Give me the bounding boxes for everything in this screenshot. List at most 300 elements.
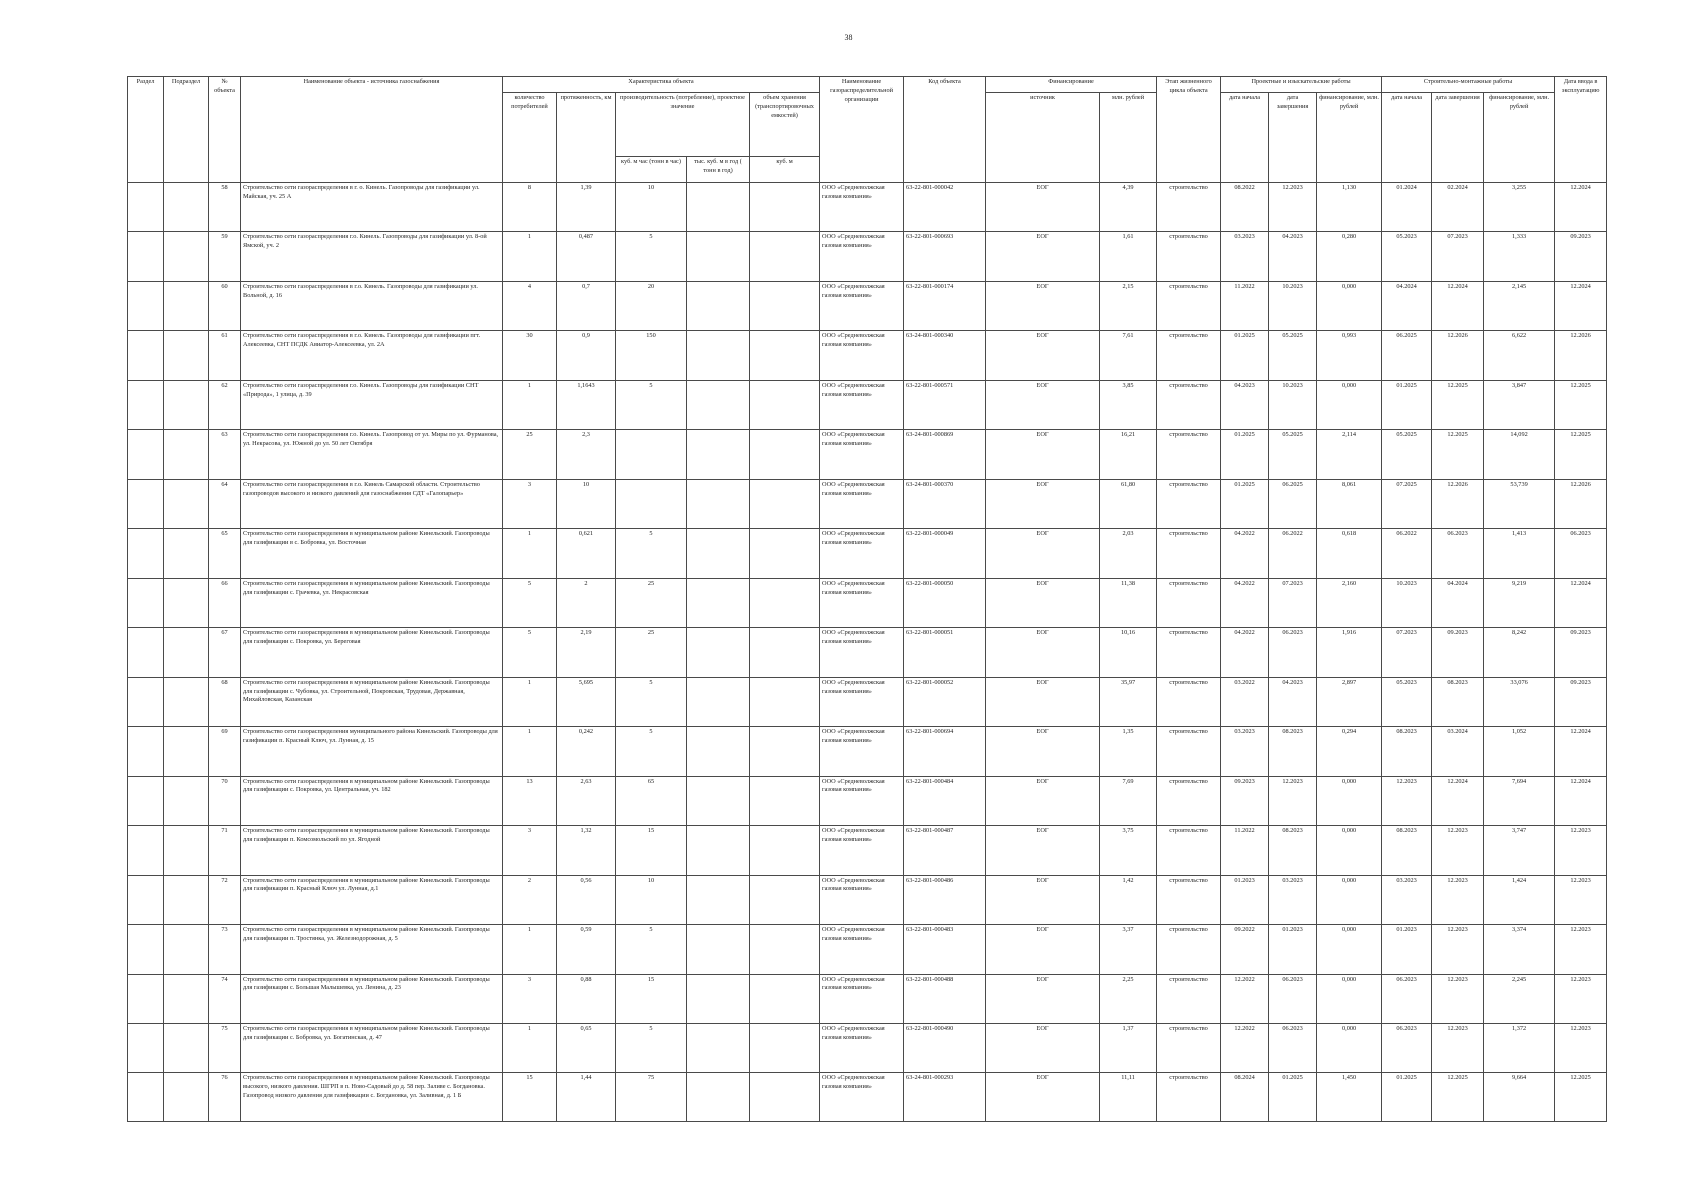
table-row (128, 974, 1607, 1023)
cell-length: 0,65 (557, 1023, 616, 1072)
cell-capacity-year (687, 380, 750, 429)
cell-fin-source: ЕОГ (986, 331, 1100, 380)
cell-capacity-year (687, 529, 750, 578)
cell-fin-source: ЕОГ (986, 628, 1100, 677)
cell-construction-start: 05.2025 (1382, 430, 1432, 479)
cell-capacity-hour: 5 (616, 380, 687, 429)
cell-fin-source: ЕОГ (986, 479, 1100, 528)
cell-razdel (128, 677, 164, 726)
cell-razdel (128, 430, 164, 479)
cell-construction-financing: 7,694 (1484, 776, 1555, 825)
cell-stage: строительство (1157, 578, 1221, 627)
cell-stage: строительство (1157, 727, 1221, 776)
cell-length: 2,63 (557, 776, 616, 825)
cell-commissioning: 12.2024 (1555, 578, 1607, 627)
col-construction-works: Строительно-монтажные работы (1382, 77, 1555, 93)
cell-fin-amount: 61,80 (1100, 479, 1157, 528)
cell-commissioning: 09.2023 (1555, 677, 1607, 726)
cell-design-financing: 2,114 (1317, 430, 1382, 479)
cell-object-name: Строительство сети газораспределения муниципального района Кинельский. Газопроводы для газификации п. Красный Ключ, ул. Лунная, д. 15 (241, 727, 503, 776)
cell-construction-financing: 3,747 (1484, 826, 1555, 875)
cell-length: 0,88 (557, 974, 616, 1023)
cell-construction-end: 06.2023 (1432, 529, 1484, 578)
cell-fin-source: ЕОГ (986, 925, 1100, 974)
cell-consumers: 2 (503, 875, 557, 924)
cell-capacity-hour: 15 (616, 974, 687, 1023)
cell-design-end: 10.2023 (1269, 281, 1317, 330)
cell-podrazdel (164, 479, 209, 528)
cell-storage (750, 232, 820, 281)
col-design-works: Проектные и изыскательские работы (1221, 77, 1382, 93)
cell-construction-end: 12.2024 (1432, 776, 1484, 825)
cell-design-financing: 0,993 (1317, 331, 1382, 380)
cell-length: 1,32 (557, 826, 616, 875)
cell-construction-start: 03.2023 (1382, 875, 1432, 924)
cell-fin-source: ЕОГ (986, 430, 1100, 479)
table-row (128, 925, 1607, 974)
cell-code: 63-22-801-000042 (904, 183, 986, 232)
cell-consumers: 13 (503, 776, 557, 825)
cell-design-start: 09.2023 (1221, 776, 1269, 825)
cell-design-start: 11.2022 (1221, 281, 1269, 330)
cell-razdel (128, 727, 164, 776)
cell-consumers: 30 (503, 331, 557, 380)
cell-object-number: 64 (209, 479, 241, 528)
cell-object-number: 72 (209, 875, 241, 924)
cell-org: ООО «Средневолжская газовая компания» (820, 1023, 904, 1072)
cell-design-financing: 0,000 (1317, 974, 1382, 1023)
cell-podrazdel (164, 875, 209, 924)
cell-code: 63-24-801-000869 (904, 430, 986, 479)
cell-fin-amount: 7,61 (1100, 331, 1157, 380)
cell-capacity-year (687, 430, 750, 479)
cell-code: 63-22-801-000490 (904, 1023, 986, 1072)
table-row (128, 1023, 1607, 1072)
cell-design-start: 01.2023 (1221, 875, 1269, 924)
cell-construction-financing: 1,333 (1484, 232, 1555, 281)
cell-consumers: 3 (503, 826, 557, 875)
cell-commissioning: 12.2024 (1555, 281, 1607, 330)
cell-capacity-hour: 5 (616, 925, 687, 974)
cell-razdel (128, 974, 164, 1023)
cell-design-financing: 1,130 (1317, 183, 1382, 232)
table-row (128, 479, 1607, 528)
cell-design-financing: 0,000 (1317, 826, 1382, 875)
cell-design-end: 04.2023 (1269, 677, 1317, 726)
cell-commissioning: 09.2023 (1555, 232, 1607, 281)
cell-storage (750, 183, 820, 232)
cell-fin-source: ЕОГ (986, 281, 1100, 330)
cell-consumers: 5 (503, 578, 557, 627)
cell-commissioning: 12.2024 (1555, 727, 1607, 776)
cell-podrazdel (164, 628, 209, 677)
cell-code: 63-22-801-000051 (904, 628, 986, 677)
cell-design-end: 06.2023 (1269, 974, 1317, 1023)
cell-razdel (128, 1073, 164, 1122)
cell-stage: строительство (1157, 183, 1221, 232)
register-table (127, 76, 1607, 1122)
cell-fin-source: ЕОГ (986, 183, 1100, 232)
cell-stage: строительство (1157, 776, 1221, 825)
page-number: 38 (844, 33, 853, 42)
cell-code: 63-22-801-000486 (904, 875, 986, 924)
cell-code: 63-22-801-000693 (904, 232, 986, 281)
cell-fin-amount: 1,61 (1100, 232, 1157, 281)
cell-construction-start: 01.2025 (1382, 1073, 1432, 1122)
cell-design-start: 03.2022 (1221, 677, 1269, 726)
cell-design-financing: 8,061 (1317, 479, 1382, 528)
cell-org: ООО «Средневолжская газовая компания» (820, 628, 904, 677)
cell-length: 0,242 (557, 727, 616, 776)
cell-design-end: 04.2023 (1269, 232, 1317, 281)
cell-construction-end: 08.2023 (1432, 677, 1484, 726)
cell-design-financing: 0,294 (1317, 727, 1382, 776)
cell-stage: строительство (1157, 925, 1221, 974)
cell-podrazdel (164, 578, 209, 627)
cell-razdel (128, 578, 164, 627)
cell-fin-amount: 3,37 (1100, 925, 1157, 974)
cell-design-financing: 2,897 (1317, 677, 1382, 726)
cell-code: 63-22-801-000174 (904, 281, 986, 330)
cell-construction-start: 05.2023 (1382, 677, 1432, 726)
cell-construction-financing: 3,374 (1484, 925, 1555, 974)
cell-fin-amount: 3,75 (1100, 826, 1157, 875)
cell-podrazdel (164, 727, 209, 776)
cell-storage (750, 974, 820, 1023)
cell-org: ООО «Средневолжская газовая компания» (820, 578, 904, 627)
cell-length: 0,56 (557, 875, 616, 924)
cell-storage (750, 826, 820, 875)
col-org: Наименование газораспределительной организации (820, 77, 904, 183)
cell-design-financing: 2,160 (1317, 578, 1382, 627)
cell-design-start: 04.2022 (1221, 578, 1269, 627)
cell-podrazdel (164, 776, 209, 825)
cell-capacity-hour: 15 (616, 826, 687, 875)
cell-construction-start: 06.2023 (1382, 974, 1432, 1023)
cell-podrazdel (164, 974, 209, 1023)
cell-commissioning: 12.2024 (1555, 776, 1607, 825)
cell-capacity-hour: 25 (616, 578, 687, 627)
cell-capacity-hour: 20 (616, 281, 687, 330)
col-stage: Этап жизненного цикла объекта (1157, 77, 1221, 183)
cell-stage: строительство (1157, 479, 1221, 528)
cell-object-name: Строительство сети газораспределения в муниципальном районе Кинельский. Газопроводы для газификации п. Красный Ключ ул. Лунная, д.1 (241, 875, 503, 924)
cell-fin-source: ЕОГ (986, 578, 1100, 627)
cell-org: ООО «Средневолжская газовая компания» (820, 281, 904, 330)
cell-consumers: 1 (503, 1023, 557, 1072)
cell-object-name: Строительство сети газораспределения в г.о. Кинель. Газопроводы для газификации пгт. Алексеевка, СНТ ПСДК Авиатор-Алексеевка, ул. 2А (241, 331, 503, 380)
cell-commissioning: 12.2023 (1555, 925, 1607, 974)
cell-object-name: Строительство сети газораспределения в муниципальном районе Кинельский. Газопроводы для газификации в с. Бобровка, ул. Восточная (241, 529, 503, 578)
cell-org: ООО «Средневолжская газовая компания» (820, 1073, 904, 1122)
cell-code: 63-22-801-000571 (904, 380, 986, 429)
cell-org: ООО «Средневолжская газовая компания» (820, 677, 904, 726)
cell-fin-amount: 11,11 (1100, 1073, 1157, 1122)
cell-commissioning: 12.2023 (1555, 875, 1607, 924)
col-characteristics: Характеристика объекта (503, 77, 820, 93)
cell-construction-financing: 3,255 (1484, 183, 1555, 232)
cell-construction-end: 12.2026 (1432, 479, 1484, 528)
cell-construction-end: 09.2023 (1432, 628, 1484, 677)
cell-consumers: 3 (503, 479, 557, 528)
cell-storage (750, 1023, 820, 1072)
cell-design-start: 04.2023 (1221, 380, 1269, 429)
cell-commissioning: 12.2025 (1555, 430, 1607, 479)
cell-construction-financing: 2,245 (1484, 974, 1555, 1023)
cell-object-number: 58 (209, 183, 241, 232)
cell-length: 0,621 (557, 529, 616, 578)
cell-design-financing: 0,000 (1317, 380, 1382, 429)
col-capacity-hour: куб. м час (тонн в час) (616, 157, 687, 183)
cell-capacity-year (687, 183, 750, 232)
cell-design-start: 04.2022 (1221, 529, 1269, 578)
cell-construction-financing: 2,145 (1484, 281, 1555, 330)
cell-length: 2,3 (557, 430, 616, 479)
cell-commissioning: 12.2025 (1555, 1073, 1607, 1122)
cell-design-start: 12.2022 (1221, 974, 1269, 1023)
cell-fin-source: ЕОГ (986, 677, 1100, 726)
cell-construction-financing: 1,424 (1484, 875, 1555, 924)
cell-length: 0,487 (557, 232, 616, 281)
col-length: протяженность, км (557, 93, 616, 183)
cell-fin-amount: 10,16 (1100, 628, 1157, 677)
cell-construction-financing: 1,052 (1484, 727, 1555, 776)
cell-construction-start: 06.2023 (1382, 1023, 1432, 1072)
cell-construction-start: 12.2023 (1382, 776, 1432, 825)
cell-capacity-hour: 10 (616, 875, 687, 924)
cell-design-end: 12.2023 (1269, 776, 1317, 825)
cell-capacity-hour: 5 (616, 232, 687, 281)
cell-design-financing: 0,000 (1317, 1023, 1382, 1072)
col-construction-end: дата завершения (1432, 93, 1484, 183)
cell-capacity-year (687, 826, 750, 875)
cell-stage: строительство (1157, 1023, 1221, 1072)
cell-commissioning: 12.2024 (1555, 183, 1607, 232)
cell-org: ООО «Средневолжская газовая компания» (820, 727, 904, 776)
cell-object-number: 75 (209, 1023, 241, 1072)
cell-object-number: 68 (209, 677, 241, 726)
cell-object-number: 73 (209, 925, 241, 974)
cell-construction-end: 12.2023 (1432, 925, 1484, 974)
cell-fin-amount: 7,69 (1100, 776, 1157, 825)
cell-stage: строительство (1157, 875, 1221, 924)
cell-design-financing: 0,280 (1317, 232, 1382, 281)
cell-object-name: Строительство сети газораспределения в г.о. Кинель Самарской области. Строительство газопроводов высокого и низкого давлений для газоснабжения СДТ «Галопарьер» (241, 479, 503, 528)
cell-capacity-hour: 75 (616, 1073, 687, 1122)
cell-podrazdel (164, 1023, 209, 1072)
cell-consumers: 1 (503, 727, 557, 776)
cell-construction-financing: 14,092 (1484, 430, 1555, 479)
cell-object-number: 63 (209, 430, 241, 479)
cell-consumers: 1 (503, 232, 557, 281)
cell-org: ООО «Средневолжская газовая компания» (820, 875, 904, 924)
cell-construction-start: 07.2023 (1382, 628, 1432, 677)
cell-design-end: 03.2023 (1269, 875, 1317, 924)
cell-object-name: Строительство сети газораспределения г.о. Кинель. Газопроводы для газификации СНТ «Природа», 1 улица, д. 39 (241, 380, 503, 429)
table-row (128, 529, 1607, 578)
cell-design-end: 06.2022 (1269, 529, 1317, 578)
cell-object-name: Строительство сети газораспределения в муниципальном районе Кинельский. Газопроводы для газификации с. Большая Малышевка, ул. Ленина, д. 23 (241, 974, 503, 1023)
cell-object-number: 70 (209, 776, 241, 825)
cell-commissioning: 12.2026 (1555, 331, 1607, 380)
cell-code: 63-22-801-000483 (904, 925, 986, 974)
cell-capacity-year (687, 1023, 750, 1072)
cell-razdel (128, 826, 164, 875)
cell-podrazdel (164, 281, 209, 330)
cell-construction-end: 12.2024 (1432, 281, 1484, 330)
cell-fin-amount: 4,39 (1100, 183, 1157, 232)
table-row (128, 380, 1607, 429)
cell-stage: строительство (1157, 331, 1221, 380)
cell-capacity-year (687, 281, 750, 330)
cell-capacity-year (687, 628, 750, 677)
table-row (128, 183, 1607, 232)
cell-commissioning: 12.2025 (1555, 380, 1607, 429)
cell-podrazdel (164, 925, 209, 974)
cell-commissioning: 12.2023 (1555, 974, 1607, 1023)
cell-razdel (128, 776, 164, 825)
col-design-financing: финансирование, млн. рублей (1317, 93, 1382, 183)
cell-podrazdel (164, 380, 209, 429)
cell-construction-start: 08.2023 (1382, 826, 1432, 875)
cell-capacity-year (687, 925, 750, 974)
cell-object-number: 65 (209, 529, 241, 578)
cell-object-name: Строительство сети газораспределения в муниципальном районе Кинельский. Газопроводы для газификации с. Грачевка, ул. Некрасовская (241, 578, 503, 627)
table-row (128, 776, 1607, 825)
cell-design-start: 12.2022 (1221, 1023, 1269, 1072)
cell-object-name: Строительство сети газораспределения в муниципальном районе Кинельский. Газопроводы для газификации с. Чубовка, ул. Строительной, Покровская, Трудовая, Державная, Михайловская, Казанская (241, 677, 503, 726)
cell-storage (750, 281, 820, 330)
cell-construction-start: 08.2023 (1382, 727, 1432, 776)
cell-construction-start: 05.2023 (1382, 232, 1432, 281)
col-fin-amount: млн. рублей (1100, 93, 1157, 183)
cell-code: 63-22-801-000052 (904, 677, 986, 726)
cell-design-end: 07.2023 (1269, 578, 1317, 627)
cell-object-name: Строительство сети газораспределения в г.о. Кинель. Газопроводы для газификации ул. Вольной, д. 16 (241, 281, 503, 330)
cell-storage (750, 727, 820, 776)
cell-capacity-year (687, 776, 750, 825)
cell-design-end: 06.2025 (1269, 479, 1317, 528)
col-consumers: количество потребителей (503, 93, 557, 183)
cell-object-number: 59 (209, 232, 241, 281)
cell-org: ООО «Средневолжская газовая компания» (820, 331, 904, 380)
col-financing: Финансирование (986, 77, 1157, 93)
cell-org: ООО «Средневолжская газовая компания» (820, 826, 904, 875)
cell-capacity-hour (616, 479, 687, 528)
cell-design-financing: 0,000 (1317, 925, 1382, 974)
cell-stage: строительство (1157, 974, 1221, 1023)
col-fin-source: источник (986, 93, 1100, 183)
cell-design-start: 01.2025 (1221, 331, 1269, 380)
cell-design-financing: 1,916 (1317, 628, 1382, 677)
cell-construction-financing: 53,739 (1484, 479, 1555, 528)
cell-razdel (128, 281, 164, 330)
cell-object-name: Строительство сети газораспределения г.о. Кинель. Газопроводы для газификации ул. 8-ой Ямской, уч. 2 (241, 232, 503, 281)
cell-design-start: 04.2022 (1221, 628, 1269, 677)
cell-construction-end: 12.2025 (1432, 430, 1484, 479)
cell-design-end: 01.2023 (1269, 925, 1317, 974)
cell-design-start: 09.2022 (1221, 925, 1269, 974)
cell-object-number: 69 (209, 727, 241, 776)
cell-object-number: 74 (209, 974, 241, 1023)
cell-object-number: 76 (209, 1073, 241, 1122)
cell-razdel (128, 232, 164, 281)
cell-capacity-year (687, 578, 750, 627)
cell-fin-amount: 16,21 (1100, 430, 1157, 479)
cell-length: 1,1643 (557, 380, 616, 429)
cell-consumers: 4 (503, 281, 557, 330)
cell-construction-financing: 3,847 (1484, 380, 1555, 429)
cell-design-start: 11.2022 (1221, 826, 1269, 875)
cell-podrazdel (164, 331, 209, 380)
cell-design-financing: 0,000 (1317, 875, 1382, 924)
cell-construction-start: 07.2025 (1382, 479, 1432, 528)
cell-fin-amount: 1,37 (1100, 1023, 1157, 1072)
cell-commissioning: 09.2023 (1555, 628, 1607, 677)
cell-commissioning: 12.2023 (1555, 826, 1607, 875)
cell-fin-source: ЕОГ (986, 1023, 1100, 1072)
cell-org: ООО «Средневолжская газовая компания» (820, 479, 904, 528)
cell-construction-financing: 9,219 (1484, 578, 1555, 627)
cell-commissioning: 06.2023 (1555, 529, 1607, 578)
cell-fin-amount: 11,38 (1100, 578, 1157, 627)
col-storage-unit: куб. м (750, 157, 820, 183)
cell-length: 2 (557, 578, 616, 627)
cell-razdel (128, 628, 164, 677)
cell-construction-end: 12.2023 (1432, 974, 1484, 1023)
cell-design-end: 05.2025 (1269, 331, 1317, 380)
cell-construction-start: 10.2023 (1382, 578, 1432, 627)
cell-object-number: 67 (209, 628, 241, 677)
cell-design-financing: 1,450 (1317, 1073, 1382, 1122)
cell-code: 63-22-801-000694 (904, 727, 986, 776)
col-podrazdel: Подраздел (164, 77, 209, 183)
cell-capacity-year (687, 479, 750, 528)
cell-fin-source: ЕОГ (986, 380, 1100, 429)
cell-object-number: 60 (209, 281, 241, 330)
cell-construction-financing: 8,242 (1484, 628, 1555, 677)
cell-capacity-year (687, 331, 750, 380)
cell-consumers: 8 (503, 183, 557, 232)
cell-design-end: 12.2023 (1269, 183, 1317, 232)
cell-org: ООО «Средневолжская газовая компания» (820, 925, 904, 974)
cell-capacity-hour: 5 (616, 529, 687, 578)
table-row (128, 281, 1607, 330)
col-design-start: дата начала (1221, 93, 1269, 183)
cell-construction-start: 06.2025 (1382, 331, 1432, 380)
cell-design-end: 08.2023 (1269, 727, 1317, 776)
cell-capacity-hour: 5 (616, 1023, 687, 1072)
cell-construction-end: 12.2023 (1432, 875, 1484, 924)
cell-capacity-hour: 5 (616, 727, 687, 776)
cell-podrazdel (164, 826, 209, 875)
table-row (128, 826, 1607, 875)
cell-length: 5,695 (557, 677, 616, 726)
cell-length: 0,59 (557, 925, 616, 974)
cell-construction-financing: 1,372 (1484, 1023, 1555, 1072)
cell-construction-financing: 1,413 (1484, 529, 1555, 578)
cell-code: 63-22-801-000487 (904, 826, 986, 875)
cell-capacity-hour (616, 430, 687, 479)
cell-podrazdel (164, 430, 209, 479)
cell-capacity-hour: 10 (616, 183, 687, 232)
table-body (128, 183, 1607, 1122)
table-row (128, 578, 1607, 627)
cell-org: ООО «Средневолжская газовая компания» (820, 529, 904, 578)
cell-code: 63-24-801-000293 (904, 1073, 986, 1122)
cell-fin-amount: 35,97 (1100, 677, 1157, 726)
cell-stage: строительство (1157, 628, 1221, 677)
